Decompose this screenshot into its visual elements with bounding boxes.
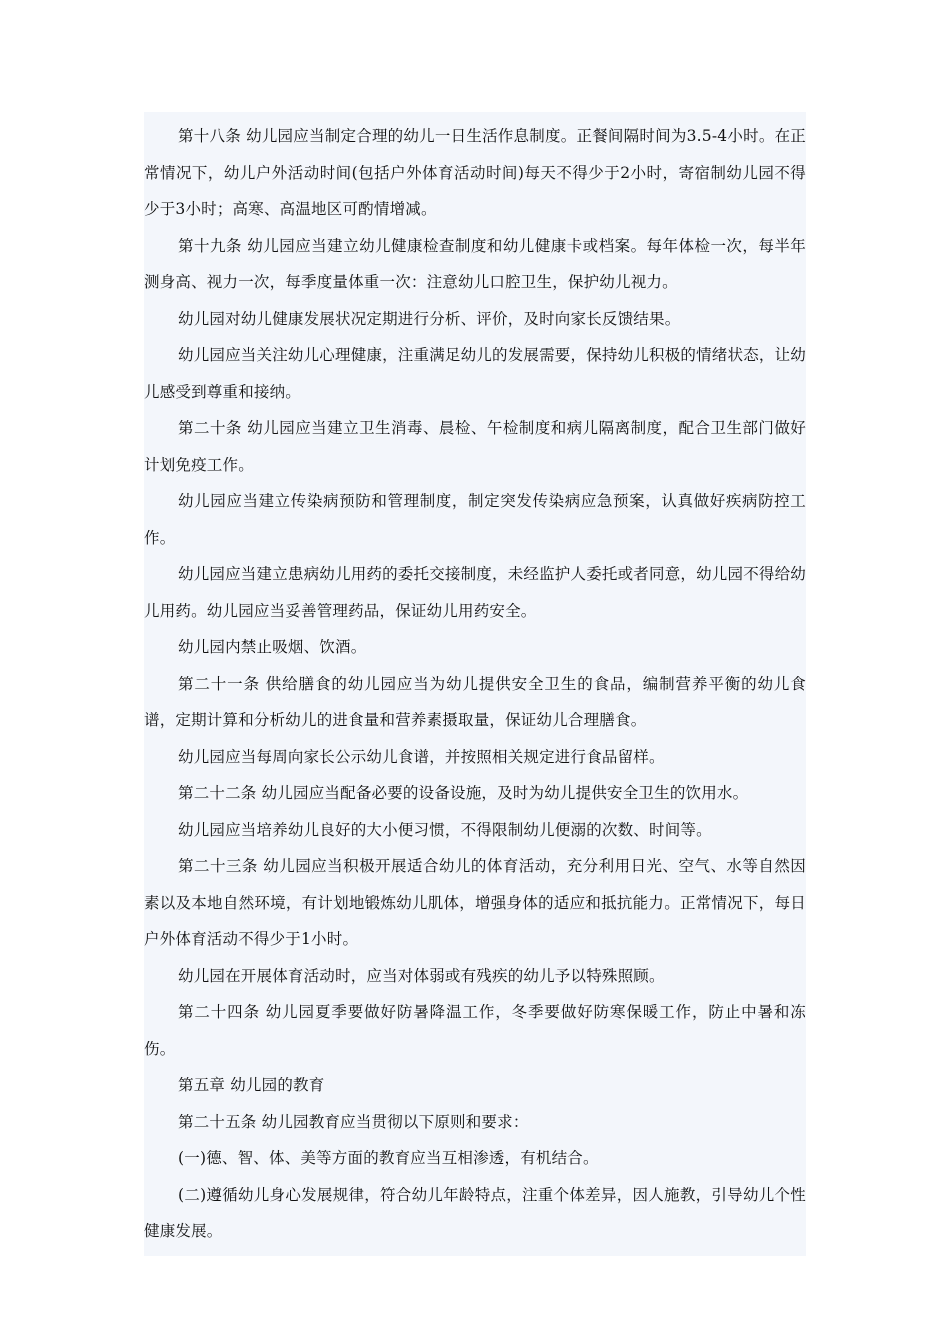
article-22-paragraph: 第二十二条 幼儿园应当配备必要的设备设施，及时为幼儿提供安全卫生的饮用水。 xyxy=(178,784,749,802)
infectious-disease-paragraph: 幼儿园应当建立传染病预防和管理制度，制定突发传染病应急预案，认真做好疾病防控工作。 xyxy=(144,492,806,547)
document-body xyxy=(144,112,806,1256)
health-evaluation-paragraph: 幼儿园对幼儿健康发展状况定期进行分析、评价，及时向家长反馈结果。 xyxy=(178,309,681,328)
medication-paragraph: 幼儿园应当建立患病幼儿用药的委托交接制度，未经监护人委托或者同意，幼儿园不得给幼儿用药。幼儿园应当妥善管理药品，保证幼儿用药安全。 xyxy=(144,565,807,620)
article-23-paragraph: 第二十三条 幼儿园应当积极开展适合幼儿的体育活动，充分利用日光、空气、水等自然因素以及本地自然环境，有计划地锻炼幼儿肌体，增强身体的适应和抵抗能力。正常情况下，每日户外体育活动不得少于1小时。 xyxy=(144,857,806,948)
smoking-ban-paragraph: 幼儿园内禁止吸烟、饮酒。 xyxy=(178,638,367,656)
article-18-paragraph: 第十八条 幼儿园应当制定合理的幼儿一日生活作息制度。正餐间隔时间为3.5-4小时。在正常情况下，幼儿户外活动时间(包括户外体育活动时间)每天不得少于2小时，寄宿制幼儿园不得少于3小时；高寒、高温地区可酌情增减。 xyxy=(144,127,806,218)
menu-disclosure-paragraph: 幼儿园应当每周向家长公示幼儿食谱，并按照相关规定进行食品留样。 xyxy=(178,747,665,766)
article-24-paragraph: 第二十四条 幼儿园夏季要做好防暑降温工作，冬季要做好防寒保暖工作，防止中暑和冻伤。 xyxy=(144,1003,806,1058)
article-19-paragraph: 第十九条 幼儿园应当建立幼儿健康检查制度和幼儿健康卡或档案。每年体检一次，每半年测身高、视力一次，每季度量体重一次：注意幼儿口腔卫生，保护幼儿视力。 xyxy=(144,236,806,291)
principle-1-paragraph: (一)德、智、体、美等方面的教育应当互相渗透，有机结合。 xyxy=(178,1149,599,1167)
principle-2-paragraph: (二)遵循幼儿身心发展规律，符合幼儿年龄特点，注重个体差异，因人施教，引导幼儿个性健康发展。 xyxy=(144,1185,806,1240)
article-25-paragraph: 第二十五条 幼儿园教育应当贯彻以下原则和要求： xyxy=(178,1112,529,1131)
mental-health-paragraph: 幼儿园应当关注幼儿心理健康，注重满足幼儿的发展需要，保持幼儿积极的情绪状态，让幼儿感受到尊重和接纳。 xyxy=(144,346,807,401)
article-21-paragraph: 第二十一条 供给膳食的幼儿园应当为幼儿提供安全卫生的食品，编制营养平衡的幼儿食谱，定期计算和分析幼儿的进食量和营养素摄取量，保证幼儿合理膳食。 xyxy=(144,674,806,729)
article-20-paragraph: 第二十条 幼儿园应当建立卫生消毒、晨检、午检制度和病儿隔离制度，配合卫生部门做好计划免疫工作。 xyxy=(144,419,806,474)
chapter-5-heading: 第五章 幼儿园的教育 xyxy=(178,1076,325,1094)
toilet-habits-paragraph: 幼儿园应当培养幼儿良好的大小便习惯，不得限制幼儿便溺的次数、时间等。 xyxy=(178,820,712,839)
special-care-paragraph: 幼儿园在开展体育活动时，应当对体弱或有残疾的幼儿予以特殊照顾。 xyxy=(178,966,665,985)
